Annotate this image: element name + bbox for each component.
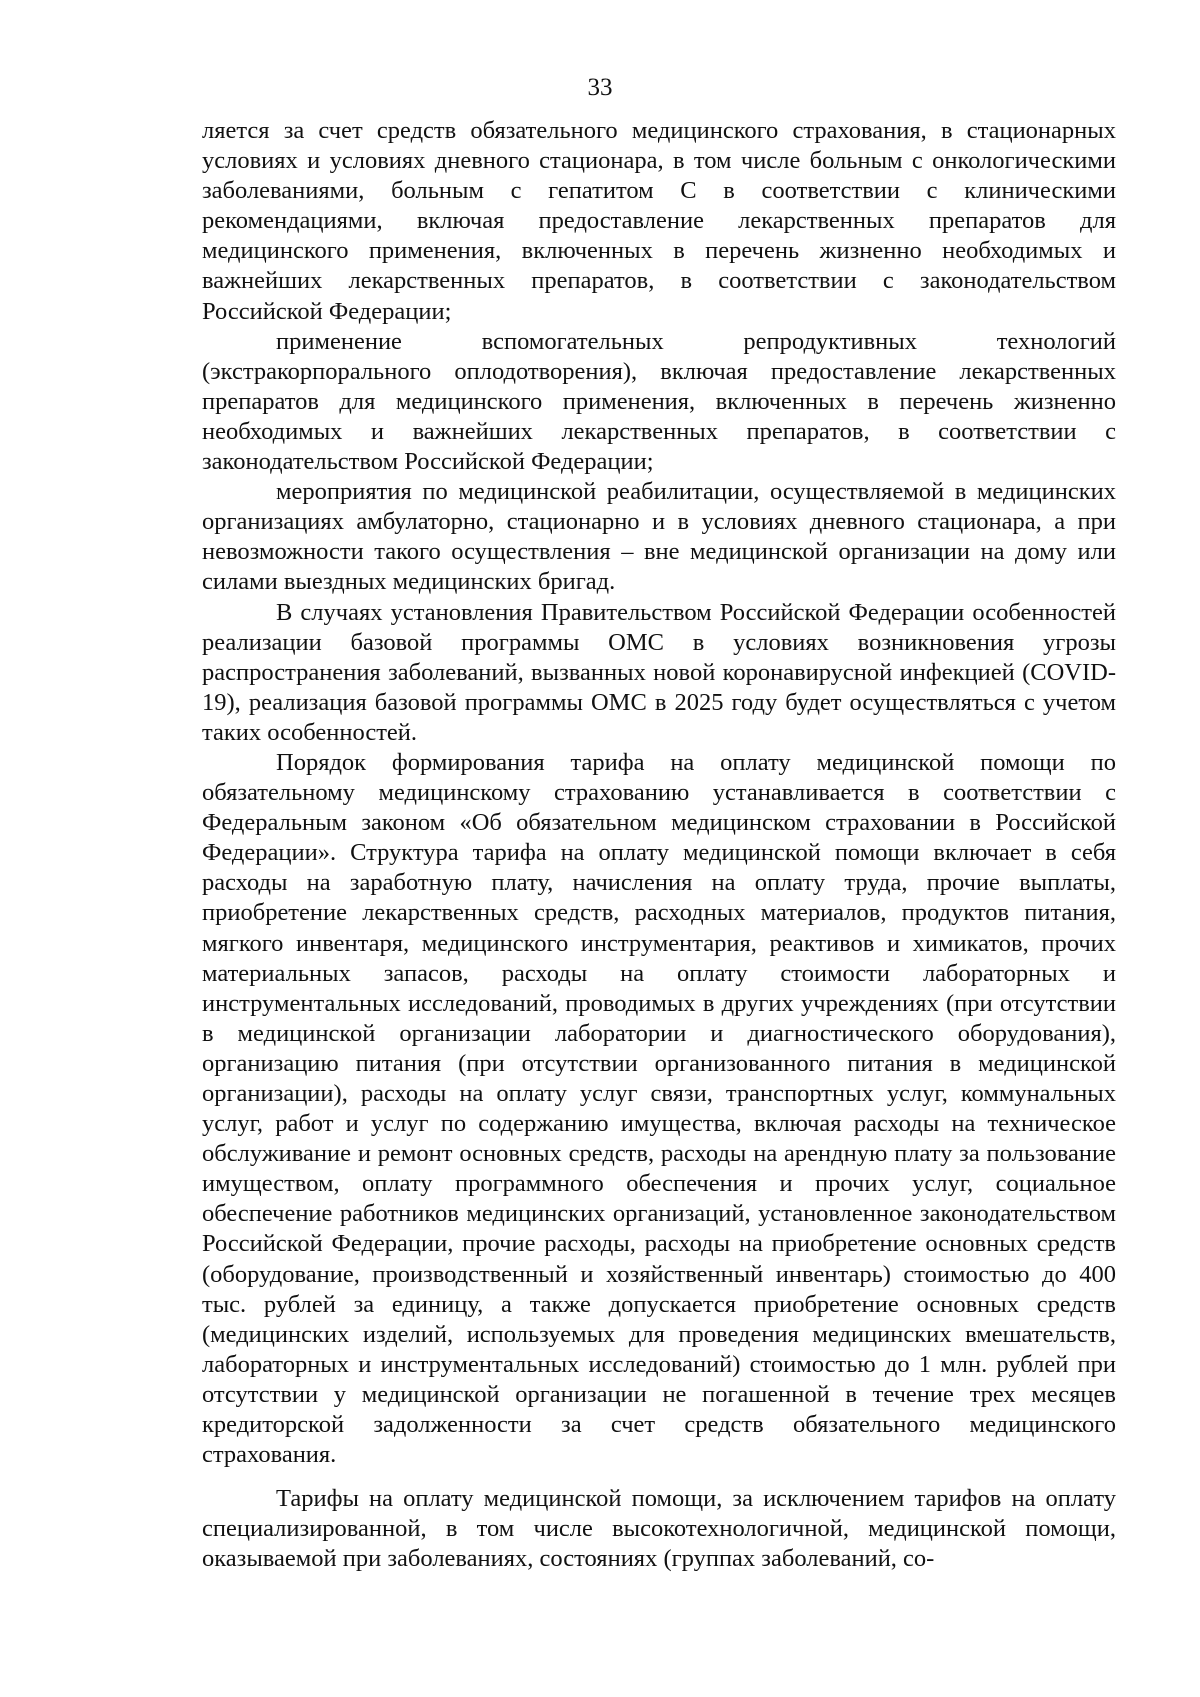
paragraph-continuation: ляется за счет средств обязательного медицинского страхования, в стационарных условиях и условиях дневного стационара, в том числе больным с онкологическими заболеваниями, больным с гепатитом С в соответствии с клиническими рекомендациями, включая предоставление лекарственных препаратов для медицинского применения, включенных в перечень жизненно необходимых и важнейших лекарственных препаратов, в соответствии с законодательством Российской Федерации; [202, 117, 1116, 325]
paragraph-medical-rehabilitation: мероприятия по медицинской реабилитации, осуществляемой в медицинских организациях амбулаторно, стационарно и в условиях дневного стационара, а при невозможности такого осуществления – вне медицинской организации на дому или силами выездных медицинских бригад. [202, 478, 1116, 596]
paragraph-tariffs: Тарифы на оплату медицинской помощи, за исключением тарифов на оплату специализированной, в том числе высокотехнологичной, медицинской помощи, оказываемой при заболеваниях, состояниях (группах заболеваний, со- [202, 1485, 1116, 1573]
paragraph-tariff-structure: Порядок формирования тарифа на оплату медицинской помощи по обязательному медицинскому страхованию устанавливается в соответствии с Федеральным законом «Об обязательном медицинском страховании в Российской Федерации». Структура тарифа на оплату медицинской помощи включает в себя расходы на заработную плату, начисления на оплату труда, прочие выплаты, приобретение лекарственных средств, расходных материалов, продуктов питания, мягкого инвентаря, медицинского инструментария, реактивов и химикатов, прочих материальных запасов, расходы на оплату стоимости лабораторных и инструментальных исследований, проводимых в других учреждениях (при отсутствии в медицинской организации лаборатории и диагностического оборудования), организацию питания (при отсутствии организованного питания в медицинской организации), расходы на оплату услуг связи, транспортных услуг, коммунальных услуг, работ и услуг по содержанию имущества, включая расходы на техническое обслуживание и ремонт основных средств, расходы на арендную плату за пользование имуществом, оплату программного обеспечения и прочих услуг, социальное обеспечение работников медицинских организаций, установленное законодательством Российской Федерации, прочие расходы, расходы на приобретение основных средств (оборудование, производственный и хозяйственный инвентарь) стоимостью до 400 тыс. рублей за единицу, а также допускается приобретение основных средств (медицинских изделий, используемых для проведения медицинских вмешательств, лабораторных и инструментальных исследований) стоимостью до 1 млн. рублей при отсутствии у медицинской организации не погашенной в течение трех месяцев кредиторской задолженности за счет средств обязательного медицинского страхования. [202, 748, 1116, 1469]
paragraph-reproductive-technologies: применение вспомогательных репродуктивных технологий (экстракорпорального оплодотворения), включая предоставление лекарственных препаратов для медицинского применения, включенных в перечень жизненно необходимых и важнейших лекарственных препаратов, в соответствии с законодательством Российской Федерации; [202, 327, 1116, 476]
paragraph-covid-features: В случаях установления Правительством Российской Федерации особенностей реализации базовой программы ОМС в условиях возникновения угрозы распространения заболеваний, вызванных новой коронавирусной инфекцией (COVID-19), реализация базовой программы ОМС в 2025 году будет осуществляться с учетом таких особенностей. [202, 598, 1116, 746]
body-text [202, 116, 1116, 1575]
page-number: 33 [587, 74, 613, 101]
